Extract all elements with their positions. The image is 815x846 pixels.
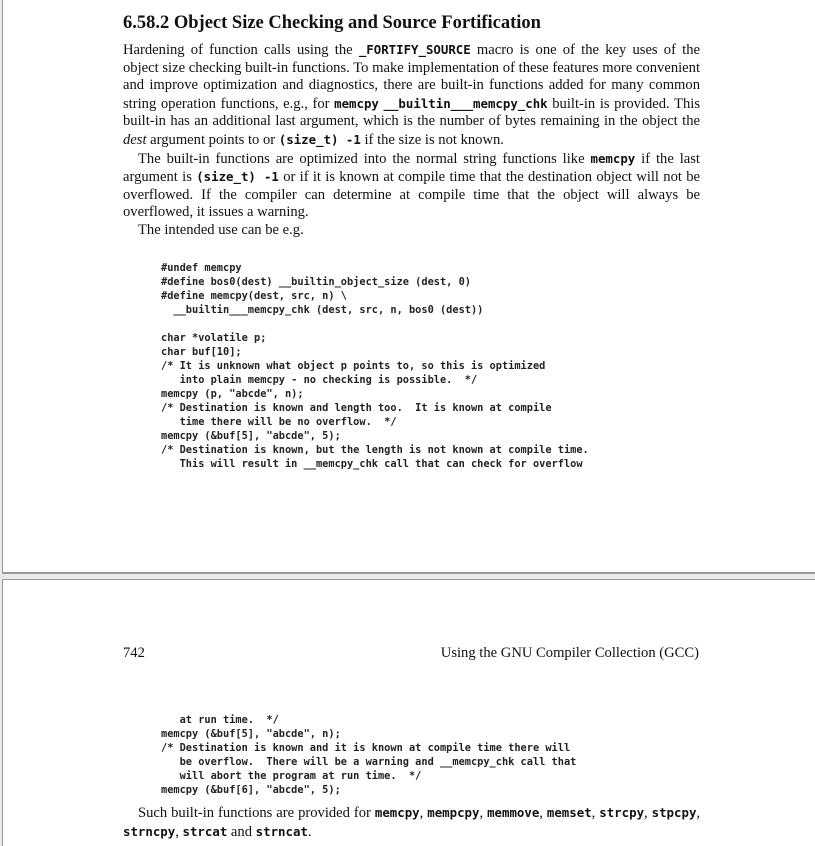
text-run: The built-in functions are optimized into the normal string functions like xyxy=(138,150,591,167)
inline-code: memcpy xyxy=(590,150,636,166)
inline-code: __builtin___memcpy_chk xyxy=(383,95,548,111)
code-example: at run time. */ memcpy (&buf[5], "abcde", n); /* Destination is known and it is known at compile time there will be overflow. There will be a warning and __memcpy_chk call that will abort the program at run time. */ memcpy (&buf[6], "abcde", 5); xyxy=(161,714,577,796)
text-run: , xyxy=(696,805,701,821)
text-run: if the size is not known. xyxy=(360,131,504,148)
text-run: argument points to or xyxy=(146,131,279,148)
pdf-page-741 xyxy=(2,0,815,574)
pdf-page-742 xyxy=(2,579,815,846)
inline-code: (size_t) -1 xyxy=(196,169,279,185)
inline-code: memset xyxy=(546,805,592,820)
text-run: if the last argument is xyxy=(123,150,700,186)
inline-code: strncpy xyxy=(123,823,176,839)
text-run: or if it is known at compile time that the destination object will not be overflowed. If the compiler can determine at compile time that the object will always be overflowed, it issues a warning. xyxy=(123,169,701,221)
text-run: and xyxy=(227,823,256,840)
inline-code: strcpy xyxy=(599,805,645,820)
code-example: #undef memcpy #define bos0(dest) __builtin_object_size (dest, 0) #define memcpy(dest, src, n) \ __builtin___memcpy_chk (dest, src, n, bos0 (dest)) char *volatile p; char buf[10]; /* It is unknown what object p points to, so this is optimized into plain memcpy - no checking is possible. */ memcpy (p, "abcde", n); /* Destination is known and length too. It is known at compile time there will be no overflow. */ memcpy (&buf[5], "abcde", 5); /* Destination is known, but the length is not known at compile time. This will result in __memcpy_chk call that can check for overflow xyxy=(161,262,589,470)
text-run: , xyxy=(175,823,183,840)
inline-code: stpcpy xyxy=(651,805,697,820)
text-run: , xyxy=(479,805,488,821)
text-run: . xyxy=(307,823,312,840)
text-run: built-in is provided. This built-in has an additional last argument, which is the number of bytes remaining in the object the xyxy=(123,95,700,130)
inline-code: (size_t) -1 xyxy=(278,131,361,147)
text-run: macro is one of the key uses of the object size checking built-in functions. To make implementation of these features more convenient and improve optimization and diagnostics, there are built-in functions added for many common string operation functions, e.g., for xyxy=(123,42,700,112)
inline-code: _FORTIFY_SOURCE xyxy=(358,42,471,57)
paragraph xyxy=(123,150,700,222)
inline-code: strncat xyxy=(255,823,308,839)
inline-code: mempcpy xyxy=(427,805,480,820)
text-run: , xyxy=(644,805,652,821)
paragraph xyxy=(123,41,700,150)
paragraph xyxy=(123,804,700,841)
running-title: Using the GNU Compiler Collection (GCC) xyxy=(440,645,699,661)
inline-code: memmove xyxy=(487,805,540,820)
inline-code: strcat xyxy=(182,823,228,839)
emphasis: dest xyxy=(123,131,147,148)
text-run: Hardening of function calls using the xyxy=(123,42,359,58)
section-heading: 6.58.2 Object Size Checking and Source Fortification xyxy=(123,13,541,33)
page-number: 742 xyxy=(123,645,145,661)
text-run: Such built-in functions are provided for xyxy=(138,805,375,821)
body-text xyxy=(123,804,700,841)
paragraph: The intended use can be e.g. xyxy=(138,221,304,238)
inline-code: memcpy xyxy=(374,805,420,820)
text-run: , xyxy=(419,805,428,821)
text-run: , xyxy=(539,805,547,821)
inline-code: memcpy xyxy=(334,95,379,111)
body-text xyxy=(123,41,700,240)
text-run: , xyxy=(591,805,600,821)
